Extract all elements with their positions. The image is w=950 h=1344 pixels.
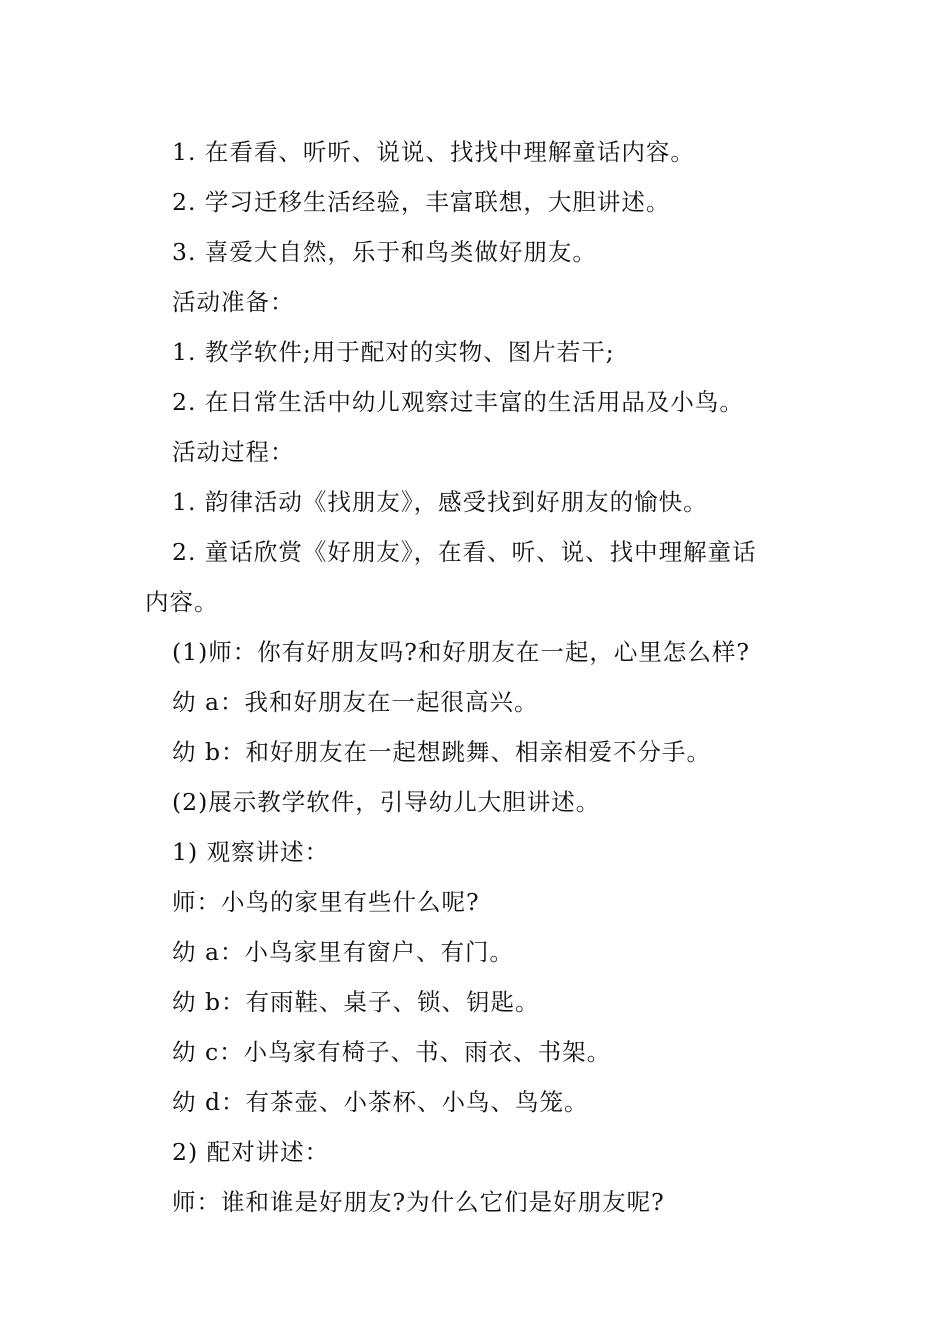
section-heading-process: 活动过程： — [172, 438, 295, 466]
teacher-question-3: 师：谁和谁是好朋友?为什么它们是好朋友呢? — [172, 1188, 665, 1216]
teacher-question-2: 师：小鸟的家里有些什么呢? — [172, 888, 480, 916]
objective-line-2: 2. 学习迁移生活经验，丰富联想，大胆讲述。 — [172, 188, 671, 216]
child-answer-a-2: 幼 a：小鸟家里有窗户、有门。 — [172, 938, 514, 966]
objective-line-1: 1. 在看看、听听、说说、找找中理解童话内容。 — [172, 138, 695, 166]
process-step-2-continued: 内容。 — [145, 588, 219, 616]
teacher-question-1: (1)师：你有好朋友吗?和好朋友在一起，心里怎么样? — [172, 638, 750, 666]
match-heading: 2) 配对讲述： — [172, 1138, 330, 1166]
section-heading-preparation: 活动准备： — [172, 288, 295, 316]
preparation-line-2: 2. 在日常生活中幼儿观察过丰富的生活用品及小鸟。 — [172, 388, 744, 416]
preparation-line-1: 1. 教学软件;用于配对的实物、图片若干; — [172, 338, 615, 366]
child-answer-b-2: 幼 b：有雨鞋、桌子、锁、钥匙。 — [172, 988, 540, 1016]
observe-heading: 1) 观察讲述： — [172, 838, 330, 866]
child-answer-d: 幼 d：有茶壶、小茶杯、小鸟、鸟笼。 — [172, 1088, 589, 1116]
child-answer-a: 幼 a：我和好朋友在一起很高兴。 — [172, 688, 539, 716]
child-answer-c: 幼 c：小鸟家有椅子、书、雨衣、书架。 — [172, 1038, 612, 1066]
objective-line-3: 3. 喜爱大自然，乐于和鸟类做好朋友。 — [172, 238, 597, 266]
process-step-1: 1. 韵律活动《找朋友》，感受找到好朋友的愉快。 — [172, 488, 708, 516]
child-answer-b: 幼 b：和好朋友在一起想跳舞、相亲相爱不分手。 — [172, 738, 712, 766]
process-step-2: 2. 童话欣赏《好朋友》，在看、听、说、找中理解童话 — [172, 538, 757, 566]
substep-2: (2)展示教学软件，引导幼儿大胆讲述。 — [172, 788, 601, 816]
